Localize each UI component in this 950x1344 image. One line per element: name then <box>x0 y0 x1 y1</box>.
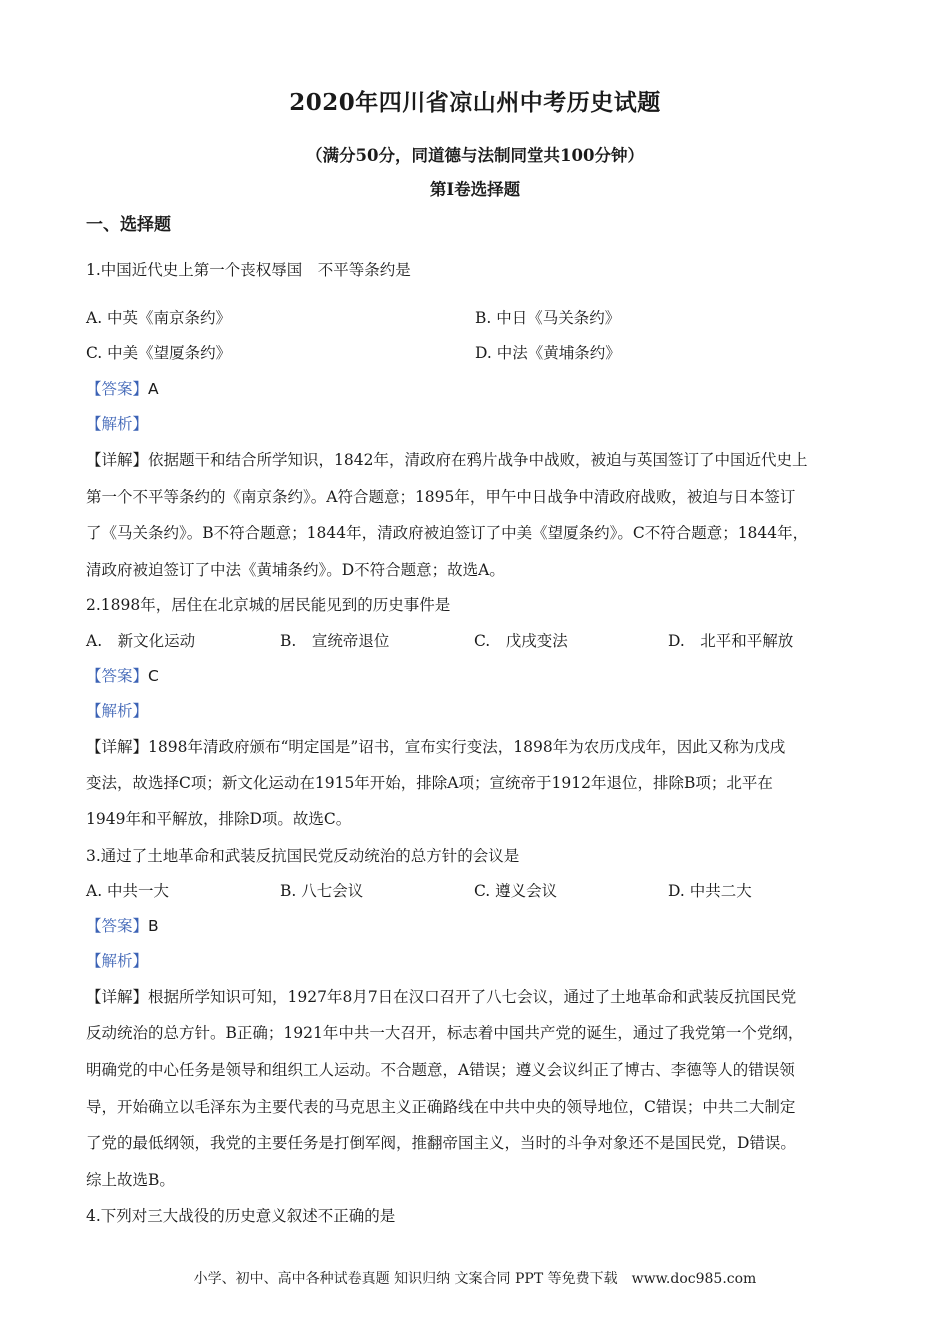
detail-tag: 【详解】 <box>86 988 149 1006</box>
question-3-analysis-tag: 【解析】 <box>86 952 149 970</box>
answer-value: B <box>148 917 159 935</box>
question-3-detail-line-6: 综上故选B。 <box>86 1171 175 1189</box>
question-3-detail-line-4: 导，开始确立以毛泽东为主要代表的马克思主义正确路线在中共中央的领导地位，C错误；中共二大制定 <box>86 1098 796 1116</box>
question-3-option-d: D. 中共二大 <box>668 882 752 900</box>
question-2-option-c: C. 戊戌变法 <box>474 632 568 650</box>
exam-info: （满分50分，同道德与法制同堂共100分钟） <box>306 146 644 165</box>
question-2-option-b: B. 宣统帝退位 <box>280 632 390 650</box>
part-heading: 一、选择题 <box>86 215 171 235</box>
question-3-option-b: B. 八七会议 <box>280 882 364 900</box>
answer-value: C <box>148 667 159 685</box>
question-3-detail-line-5: 了党的最低纲领，我党的主要任务是打倒军阀，推翻帝国主义，当时的斗争对象还不是国民党，D错误。 <box>86 1134 796 1152</box>
answer-tag: 【答案】 <box>86 667 149 685</box>
section-title: 第Ⅰ卷选择题 <box>429 180 521 199</box>
page-footer: 小学、初中、高中各种试卷真题 知识归纳 文案合同 PPT 等免费下载 www.doc985.com <box>193 1271 757 1287</box>
question-1-detail-line-2: 第一个不平等条约的《南京条约》。A符合题意；1895年，甲午中日战争中清政府战败，被迫与日本签订 <box>86 488 796 506</box>
detail-tag: 【详解】 <box>86 451 149 469</box>
question-1-detail-line-4: 清政府被迫签订了中法《黄埔条约》。D不符合题意；故选A。 <box>86 561 505 579</box>
question-3-detail-line-1: 【详解】根据所学知识可知，1927年8月7日在汉口召开了八七会议，通过了土地革命和武装反抗国民党 <box>86 988 797 1006</box>
question-2-option-a: A. 新文化运动 <box>86 632 196 650</box>
question-1-option-c: C. 中美《望厦条约》 <box>86 344 232 362</box>
question-2-detail-line-1: 【详解】1898年清政府颁布“明定国是”诏书，宣布实行变法，1898年为农历戊戌年，因此又称为戊戌 <box>86 738 786 756</box>
question-3-option-c: C. 遵义会议 <box>474 882 558 900</box>
question-2-detail-line-2: 变法，故选择C项；新文化运动在1915年开始，排除A项；宣统帝于1912年退位，排除B项；北平在 <box>86 774 773 792</box>
question-1-detail-line-3: 了《马关条约》。B不符合题意；1844年，清政府被迫签订了中美《望厦条约》。C不符合题意；1844年， <box>86 524 809 542</box>
answer-tag: 【答案】 <box>86 380 149 398</box>
question-3-stem: 3.通过了土地革命和武装反抗国民党反动统治的总方针的会议是 <box>86 847 520 865</box>
answer-tag: 【答案】 <box>86 917 149 935</box>
question-2-detail-line-3: 1949年和平解放，排除D项。故选C。 <box>86 810 352 828</box>
question-3-option-a: A. 中共一大 <box>86 882 170 900</box>
answer-value: A <box>148 380 159 398</box>
question-3-detail-line-3: 明确党的中心任务是领导和组织工人运动。不合题意，A错误；遵义会议纠正了博古、李德等人的错误领 <box>86 1061 795 1079</box>
question-1-answer <box>86 378 159 400</box>
detail-tag: 【详解】 <box>86 738 149 756</box>
question-1-stem: 1.中国近代史上第一个丧权辱国 不平等条约是 <box>86 261 411 279</box>
question-1-option-d: D. 中法《黄埔条约》 <box>475 344 621 362</box>
question-2-analysis-tag: 【解析】 <box>86 702 149 720</box>
page-title: 2020年四川省凉山州中考历史试题 <box>289 89 661 116</box>
question-1-option-b: B. 中日《马关条约》 <box>475 309 621 327</box>
question-2-stem: 2.1898年，居住在北京城的居民能见到的历史事件是 <box>86 596 451 614</box>
question-3-answer <box>86 915 159 937</box>
question-1-option-a: A. 中英《南京条约》 <box>86 309 232 327</box>
question-3-detail-line-2: 反动统治的总方针。B正确；1921年中共一大召开，标志着中国共产党的诞生，通过了我党第一个党纲， <box>86 1024 804 1042</box>
question-2-answer <box>86 665 159 687</box>
question-1-detail-line-1: 【详解】依据题干和结合所学知识，1842年，清政府在鸦片战争中战败，被迫与英国签订了中国近代史上 <box>86 451 808 469</box>
question-1-analysis-tag: 【解析】 <box>86 415 149 433</box>
question-4-stem: 4.下列对三大战役的历史意义叙述不正确的是 <box>86 1207 396 1225</box>
question-2-option-d: D. 北平和平解放 <box>668 632 794 650</box>
